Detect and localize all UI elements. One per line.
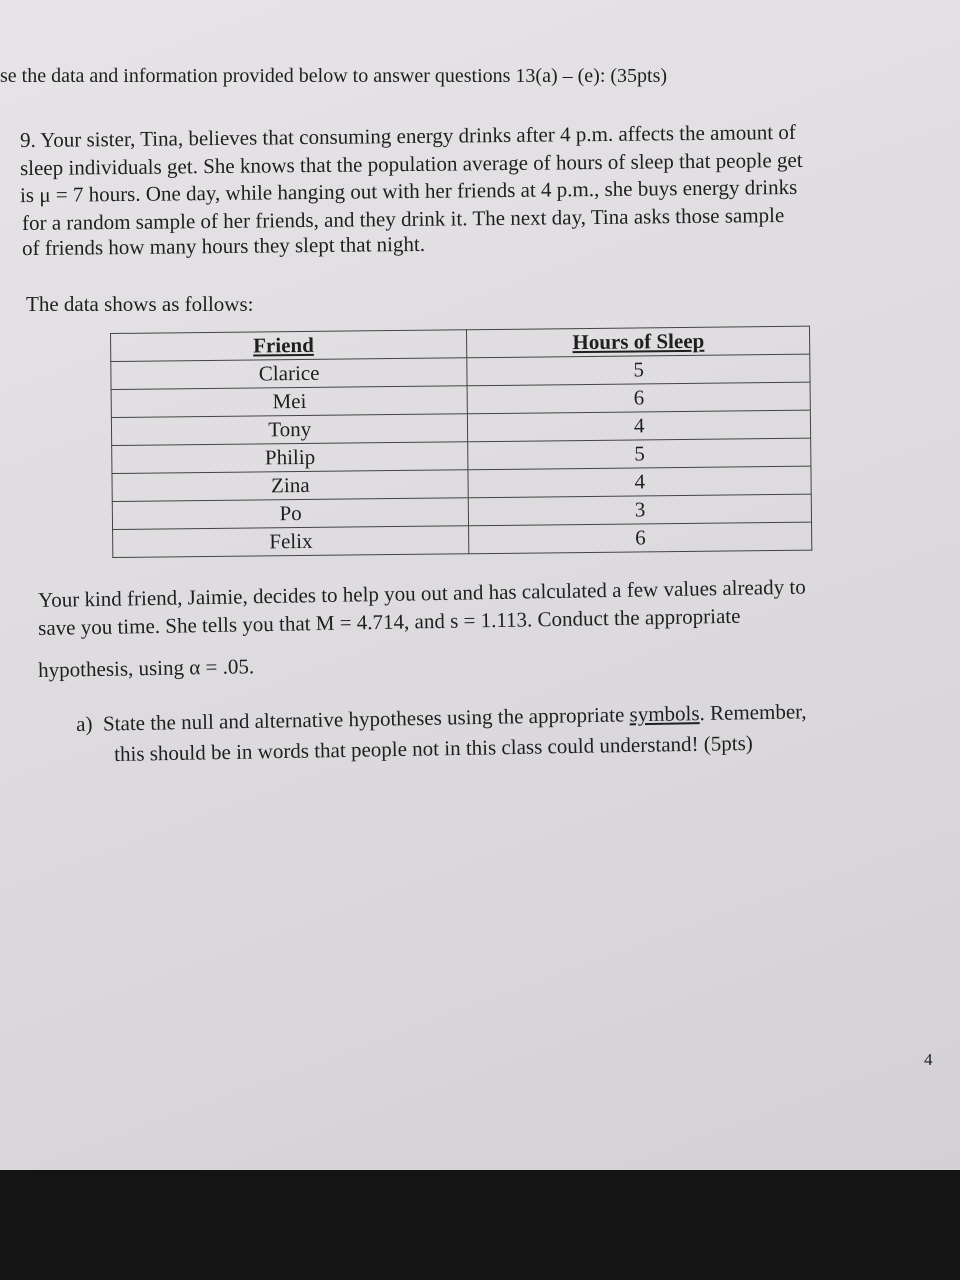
symbols-underlined: symbols [629,701,700,727]
question-line-1: 9. Your sister, Tina, believes that consuming energy drinks after 4 p.m. affects the amount of [19,119,796,153]
hours-cell: 6 [468,382,811,414]
question-line-2: sleep individuals get. She knows that the population average of hours of sleep that people get [19,147,803,181]
data-intro: The data shows as follows: [26,292,254,316]
sleep-data-table [110,326,812,558]
header-friend: Friend [111,330,468,362]
friend-cell: Zina [112,470,469,502]
question-line-5: of friends how many hours they slept that night. [21,231,426,261]
header-hours: Hours of Sleep [467,326,810,358]
friend-cell: Mei [111,386,468,418]
page-number: 4 [924,1050,933,1069]
helper-line-3: hypothesis, using α = .05. [37,654,255,682]
hours-cell: 5 [467,354,810,386]
friend-cell: Felix [113,526,470,558]
friend-cell: Philip [112,442,469,474]
part-a-line-1 [76,701,807,735]
hours-cell: 4 [468,410,811,442]
part-a-text-after: . Remember, [699,699,807,726]
hours-cell: 3 [469,494,812,526]
question-line-3: is μ = 7 hours. One day, while hanging out with her friends at 4 p.m., she buys energy drinks [19,174,798,208]
friend-cell: Clarice [111,358,468,390]
helper-line-1: Your kind friend, Jaimie, decides to help you out and has calculated a few values already to [37,574,806,612]
hours-cell: 5 [468,438,811,470]
helper-line-2: save you time. She tells you that M = 4.714, and s = 1.113. Conduct the appropriate [37,603,741,640]
part-a-label: a) [75,711,93,736]
question-line-4: for a random sample of her friends, and they drink it. The next day, Tina asks those sample [21,203,785,235]
hours-cell: 4 [468,466,811,498]
dark-background [0,1170,960,1280]
part-a-line-2: this should be in words that people not in this class could understand! (5pts) [113,730,753,766]
part-a-text-before: State the null and alternative hypotheses using the appropriate [102,702,630,736]
friend-cell: Po [112,498,469,530]
instructions-header: se the data and information provided below to answer questions 13(a) – (e): (35pts) [0,65,668,87]
hours-cell: 6 [469,522,812,554]
friend-cell: Tony [111,414,468,446]
table-row [113,522,812,557]
